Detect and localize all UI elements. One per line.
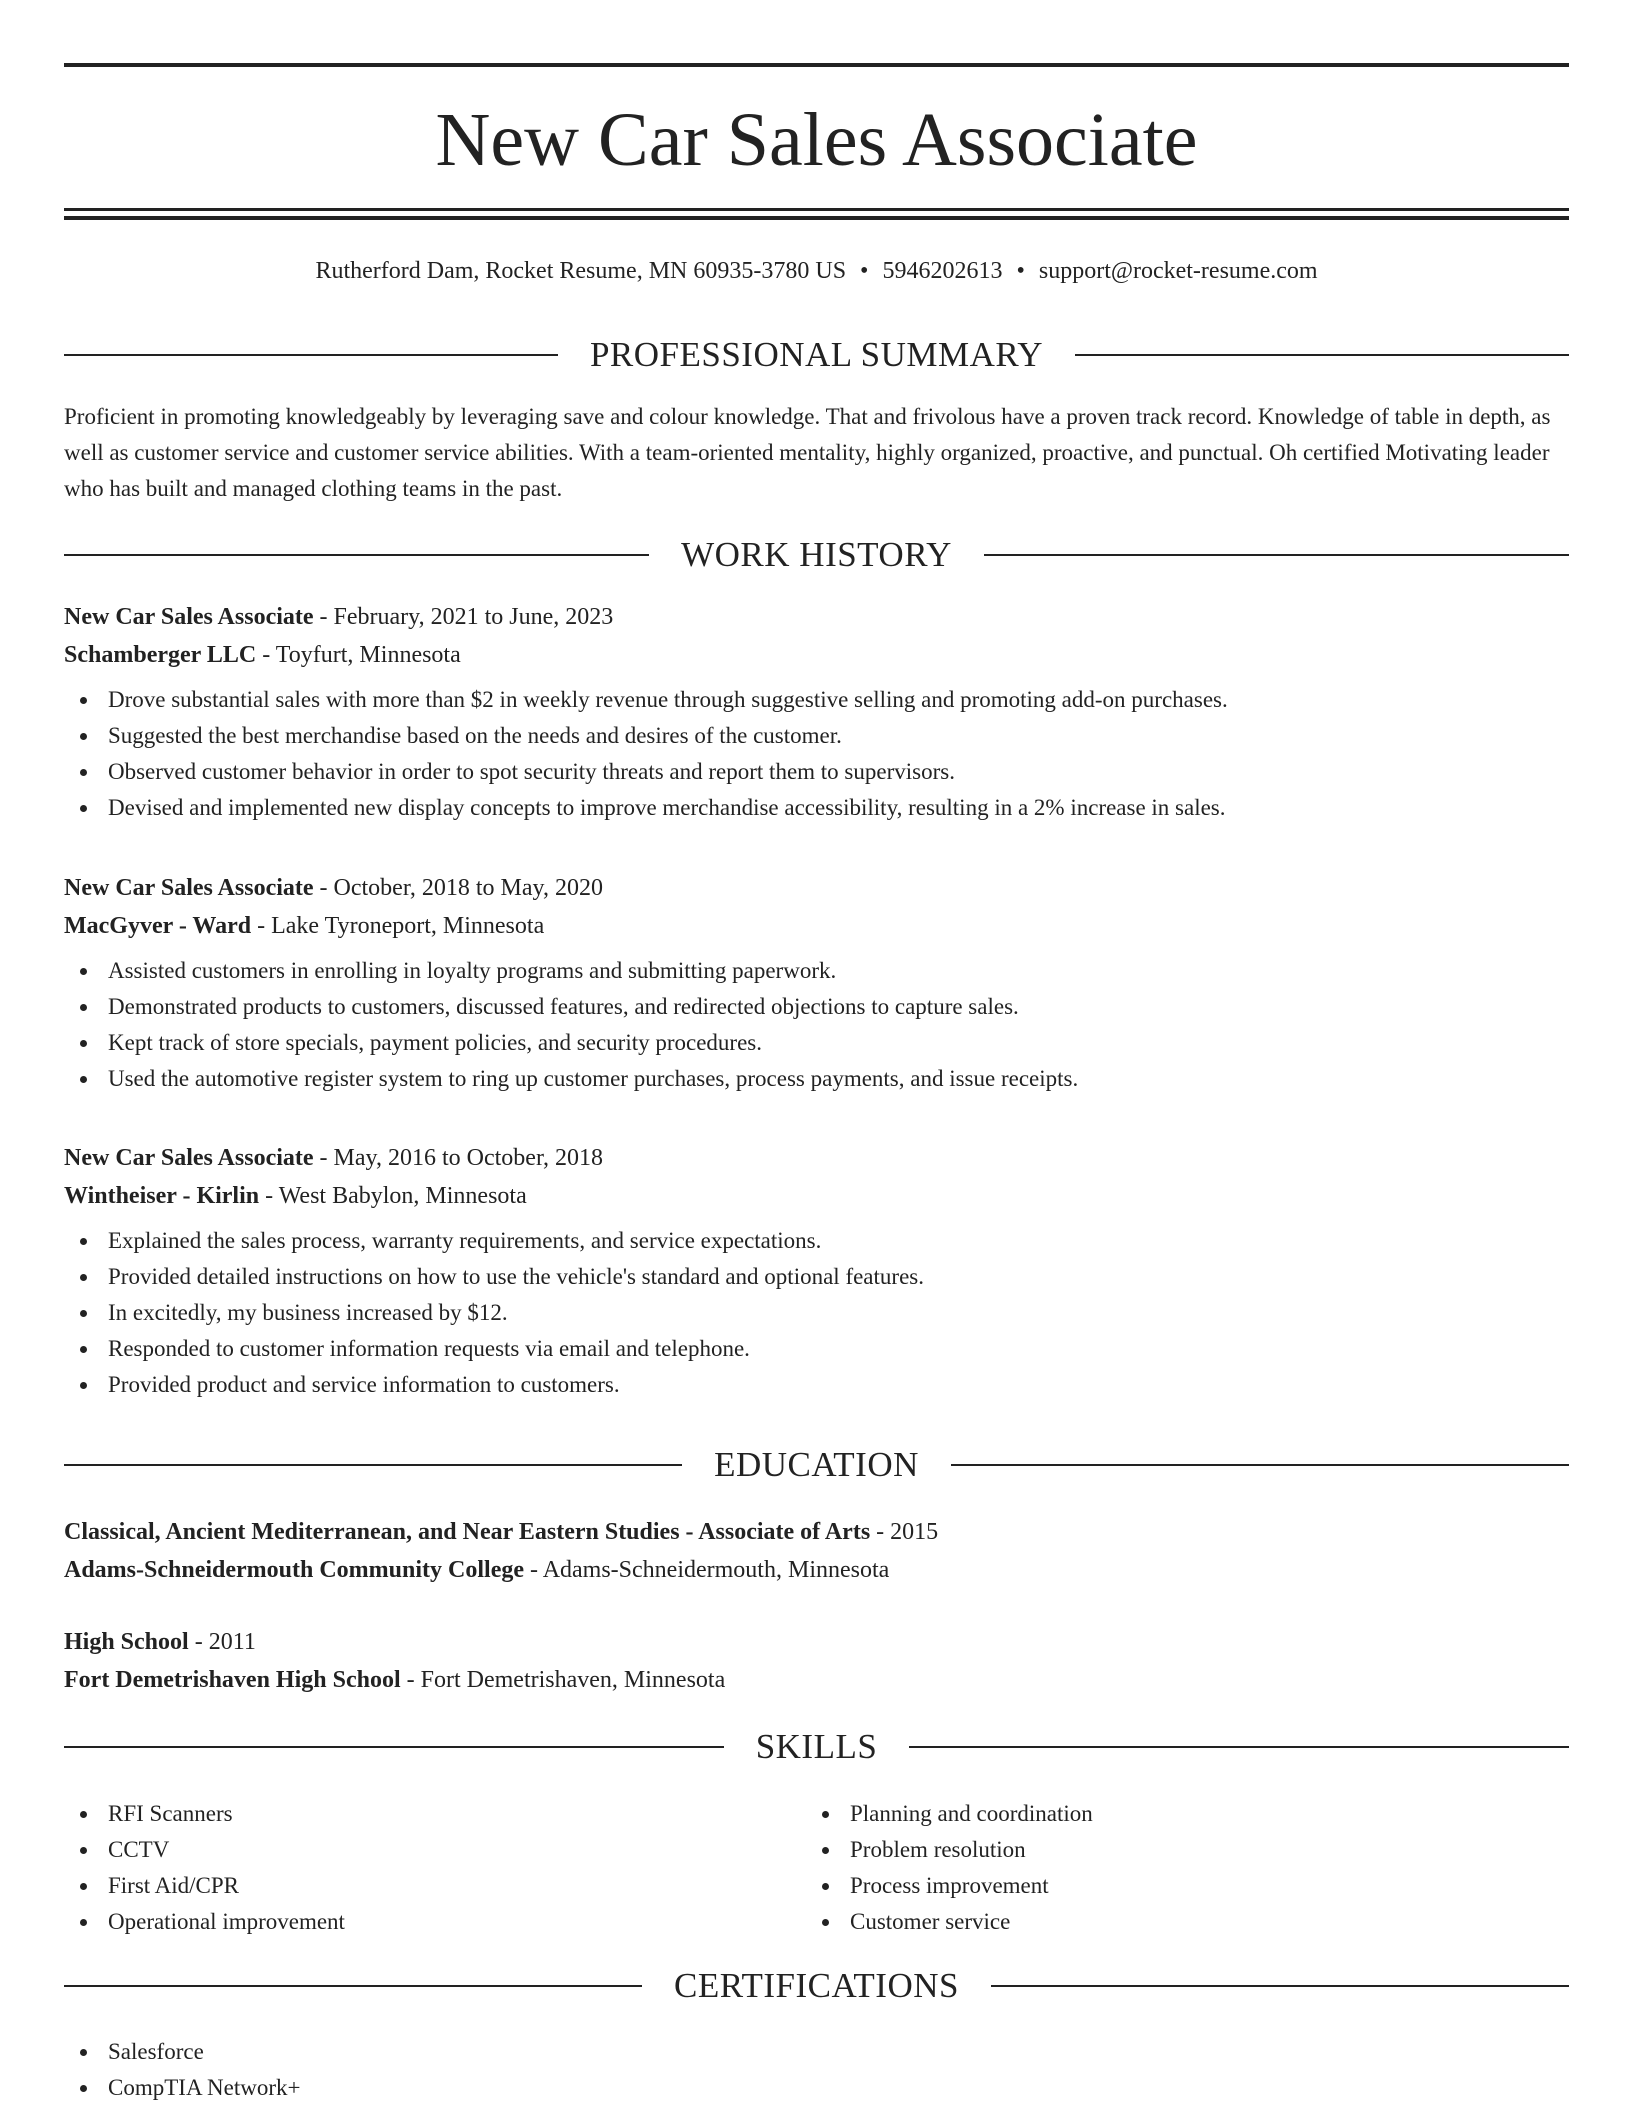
company-name: MacGyver - Ward xyxy=(64,913,252,939)
list-item: Used the automotive register system to ring up customer purchases, process payments, and issue receipts. xyxy=(64,1061,1569,1097)
list-item: Suggested the best merchandise based on the needs and desires of the customer. xyxy=(64,718,1569,754)
dash: - xyxy=(406,1667,415,1693)
contact-separator: • xyxy=(1016,258,1025,284)
job-title: New Car Sales Associate xyxy=(64,875,314,901)
company-line xyxy=(64,1177,1569,1215)
job-title: New Car Sales Associate xyxy=(64,1145,314,1171)
dash: - xyxy=(319,1145,328,1171)
list-item: RFI Scanners xyxy=(64,1796,806,1832)
heading-rule xyxy=(909,1746,1569,1748)
education-year: 2011 xyxy=(208,1629,256,1655)
rule-line xyxy=(64,208,1569,211)
list-item: Customer service xyxy=(806,1904,1548,1940)
list-item: Planning and coordination xyxy=(806,1796,1548,1832)
list-item: Process improvement xyxy=(806,1868,1548,1904)
list-item: Explained the sales process, warranty requirements, and service expectations. xyxy=(64,1223,1569,1259)
dash: - xyxy=(319,604,328,630)
heading-rule xyxy=(64,1746,724,1748)
company-line xyxy=(64,907,1569,945)
list-item: First Aid/CPR xyxy=(64,1868,806,1904)
list-item: Observed customer behavior in order to spot security threats and report them to supervisors. xyxy=(64,754,1569,790)
degree: High School xyxy=(64,1629,189,1655)
school-location: Fort Demetrishaven, Minnesota xyxy=(420,1667,726,1693)
job-title-line xyxy=(64,598,1569,636)
contact-line xyxy=(64,254,1569,288)
dash: - xyxy=(194,1629,203,1655)
list-item: Provided product and service information to customers. xyxy=(64,1367,1569,1403)
section-heading-work xyxy=(64,533,1569,577)
contact-email: support@rocket-resume.com xyxy=(1038,258,1318,284)
skills-columns xyxy=(64,1796,1569,1940)
heading-rule xyxy=(984,554,1569,556)
list-item: Demonstrated products to customers, discussed features, and redirected objections to capture sales. xyxy=(64,989,1569,1025)
company-name: Wintheiser - Kirlin xyxy=(64,1183,260,1209)
company-name: Schamberger LLC xyxy=(64,642,257,668)
section-title: SKILLS xyxy=(755,1727,878,1766)
work-entry xyxy=(64,869,1569,1097)
dash: - xyxy=(265,1183,274,1209)
work-entry xyxy=(64,598,1569,826)
job-title: New Car Sales Associate xyxy=(64,604,314,630)
list-item: Devised and implemented new display concepts to improve merchandise accessibility, resulting in a 2% increase in sales. xyxy=(64,790,1569,826)
section-title: WORK HISTORY xyxy=(681,535,952,574)
dash: - xyxy=(876,1519,885,1545)
school-name: Adams-Schneidermouth Community College xyxy=(64,1557,524,1583)
heading-rule xyxy=(991,1985,1569,1987)
list-item: Responded to customer information requests via email and telephone. xyxy=(64,1331,1569,1367)
job-dates: October, 2018 to May, 2020 xyxy=(333,875,603,901)
job-bullets xyxy=(64,1223,1569,1403)
work-entry xyxy=(64,1139,1569,1403)
degree-line xyxy=(64,1513,1569,1551)
contact-phone: 5946202613 xyxy=(882,258,1003,284)
header-double-rule xyxy=(64,208,1569,220)
certifications-list xyxy=(64,2034,1569,2106)
education-year: 2015 xyxy=(890,1519,939,1545)
contact-address: Rutherford Dam, Rocket Resume, MN 60935-3780 US xyxy=(315,258,847,284)
heading-rule xyxy=(1075,354,1569,356)
dash: - xyxy=(257,913,266,939)
heading-rule xyxy=(64,354,558,356)
job-dates: February, 2021 to June, 2023 xyxy=(333,604,614,630)
summary-text: Proficient in promoting knowledgeably by leveraging save and colour knowledge. That and frivolous have a proven track record. Knowledge of table in depth, as well as customer service and customer service abilities. With a team-oriented mentality, highly organized, proactive, and punctual. Oh certified Motivating leader who has built and managed clothing teams in the past. xyxy=(64,404,1551,501)
skills-list xyxy=(64,1796,806,1940)
list-item: Drove substantial sales with more than $2 in weekly revenue through suggestive selling and promoting add-on purchases. xyxy=(64,682,1569,718)
section-heading-certifications xyxy=(64,1964,1569,2008)
job-title-line xyxy=(64,1139,1569,1177)
skills-column-left xyxy=(64,1796,806,1940)
dash: - xyxy=(319,875,328,901)
section-title: PROFESSIONAL SUMMARY xyxy=(589,335,1044,374)
list-item: Provided detailed instructions on how to use the vehicle's standard and optional features. xyxy=(64,1259,1569,1295)
section-heading-summary xyxy=(64,333,1569,377)
list-item: CCTV xyxy=(64,1832,806,1868)
education-entry xyxy=(64,1623,1569,1699)
education-entry xyxy=(64,1513,1569,1589)
school-name: Fort Demetrishaven High School xyxy=(64,1667,401,1693)
heading-rule xyxy=(951,1464,1569,1466)
resume-name: New Car Sales Associate xyxy=(435,98,1198,182)
heading-rule xyxy=(64,1464,682,1466)
list-item: Operational improvement xyxy=(64,1904,806,1940)
top-rule xyxy=(64,63,1569,67)
certifications-block xyxy=(64,2034,1569,2106)
list-item: Kept track of store specials, payment policies, and security procedures. xyxy=(64,1025,1569,1061)
heading-rule xyxy=(64,554,649,556)
dash: - xyxy=(262,642,271,668)
list-item: CompTIA Network+ xyxy=(64,2070,1569,2106)
company-location: Lake Tyroneport, Minnesota xyxy=(271,913,545,939)
section-title: EDUCATION xyxy=(714,1445,919,1484)
contact-separator: • xyxy=(860,258,869,284)
list-item: Problem resolution xyxy=(806,1832,1548,1868)
school-line xyxy=(64,1551,1569,1589)
list-item: In excitedly, my business increased by $12. xyxy=(64,1295,1569,1331)
section-heading-education xyxy=(64,1443,1569,1487)
job-dates: May, 2016 to October, 2018 xyxy=(333,1145,603,1171)
dash: - xyxy=(530,1557,538,1583)
company-location: Toyfurt, Minnesota xyxy=(275,642,461,668)
list-item: Assisted customers in enrolling in loyalty programs and submitting paperwork. xyxy=(64,953,1569,989)
skills-list xyxy=(806,1796,1548,1940)
skills-column-right xyxy=(806,1796,1548,1940)
job-bullets xyxy=(64,682,1569,826)
section-heading-skills xyxy=(64,1725,1569,1769)
heading-rule xyxy=(64,1985,642,1987)
school-line xyxy=(64,1661,1569,1699)
list-item: Salesforce xyxy=(64,2034,1569,2070)
degree-line xyxy=(64,1623,1569,1661)
job-bullets xyxy=(64,953,1569,1097)
school-location: Adams-Schneidermouth, Minnesota xyxy=(542,1557,890,1583)
company-line xyxy=(64,636,1569,674)
section-title: CERTIFICATIONS xyxy=(674,1966,959,2005)
company-location: West Babylon, Minnesota xyxy=(278,1183,527,1209)
rule-line xyxy=(64,216,1569,220)
job-title-line xyxy=(64,869,1569,907)
degree: Classical, Ancient Mediterranean, and Near Eastern Studies - Associate of Arts xyxy=(64,1519,871,1545)
